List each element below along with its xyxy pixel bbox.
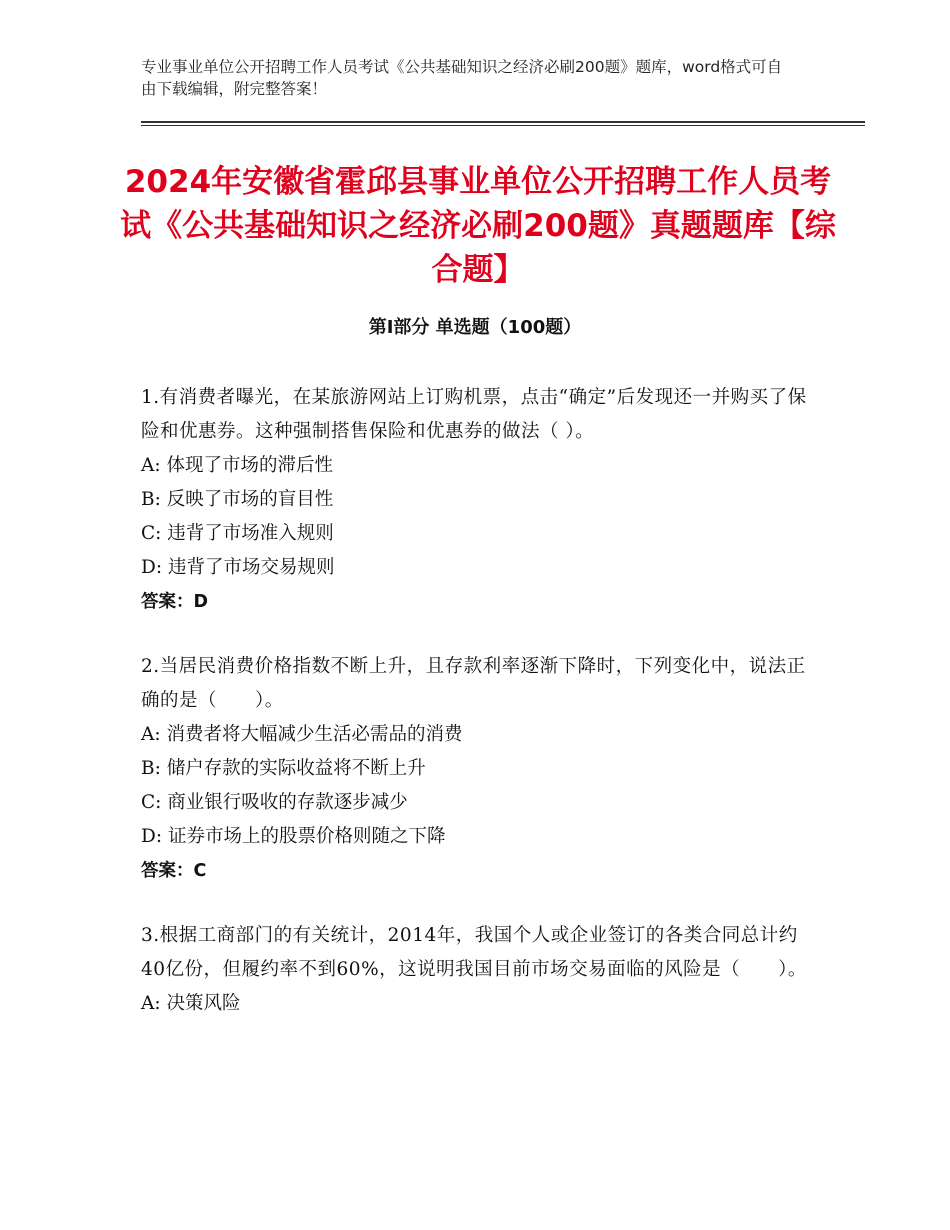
option-c: C: 违背了市场准入规则 (141, 523, 334, 544)
option-d: D: 证券市场上的股票价格则随之下降 (141, 826, 446, 847)
header-divider-thick (141, 121, 865, 123)
question-list (141, 381, 811, 1052)
option-c: C: 商业银行吸收的存款逐步减少 (141, 792, 408, 813)
answer-label: 答案：D (141, 592, 209, 612)
question-stem: 3.根据工商部门的有关统计，2014年，我国个人或企业签订的各类合同总计约40亿份，但履约率不到60%，这说明我国目前市场交易面临的风险是（ ）。 (141, 925, 807, 980)
option-d: D: 违背了市场交易规则 (141, 557, 335, 578)
question-2 (141, 650, 811, 888)
option-a: A: 消费者将大幅减少生活必需品的消费 (141, 724, 463, 745)
answer-label: 答案：C (141, 861, 207, 881)
question-stem: 2.当居民消费价格指数不断上升，且存款利率逐渐下降时，下列变化中，说法正确的是（ ）。 (141, 656, 806, 711)
option-b: B: 储户存款的实际收益将不断上升 (141, 758, 426, 779)
document-title: 2024年安徽省霍邱县事业单位公开招聘工作人员考试《公共基础知识之经济必刷200题》真题题库【综合题】 (120, 164, 836, 288)
document-header: 专业事业单位公开招聘工作人员考试《公共基础知识之经济必刷200题》题库，word格式可自由下载编辑，附完整答案！ (141, 58, 783, 98)
option-b: B: 反映了市场的盲目性 (141, 489, 334, 510)
option-a: A: 体现了市场的滞后性 (141, 455, 333, 476)
question-1 (141, 381, 811, 619)
question-3 (141, 919, 811, 1021)
header-divider-thin (141, 125, 865, 126)
section-heading: 第I部分 单选题（100题） (368, 317, 582, 338)
question-stem: 1.有消费者曝光，在某旅游网站上订购机票，点击“确定”后发现还一并购买了保险和优惠券。这种强制搭售保险和优惠券的做法（ ）。 (141, 387, 807, 442)
option-a: A: 决策风险 (141, 993, 241, 1014)
